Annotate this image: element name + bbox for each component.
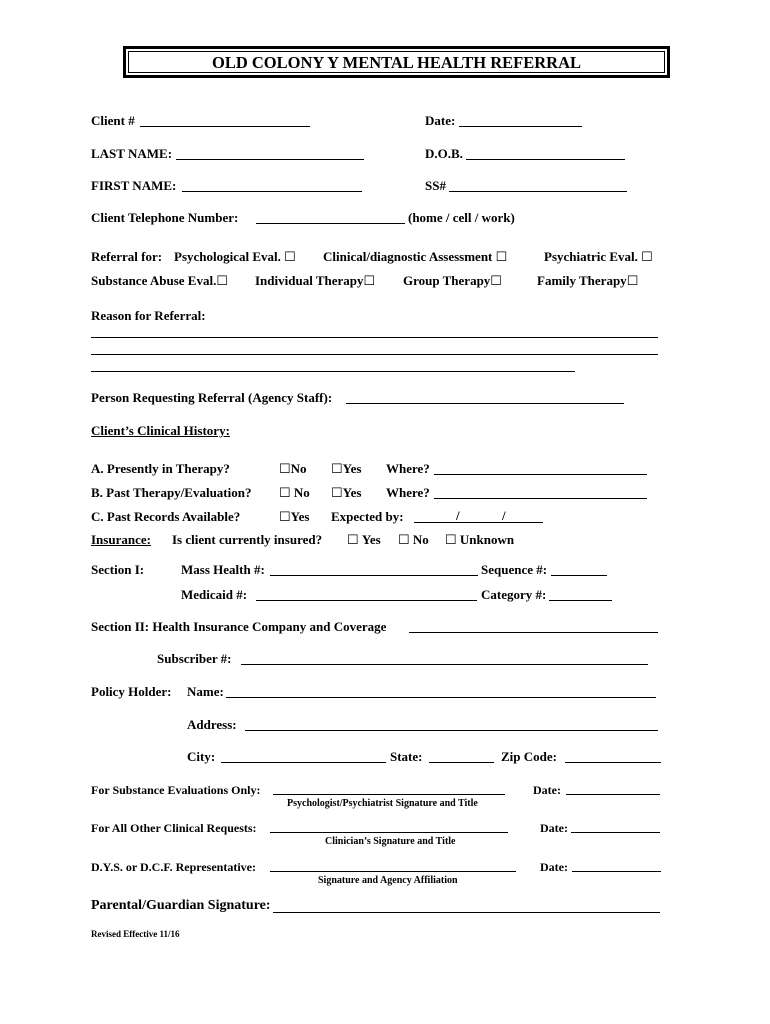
ssn-field[interactable] <box>449 191 627 192</box>
date-label: Date: <box>425 113 456 128</box>
date-field[interactable] <box>459 126 582 127</box>
history-b-no[interactable] <box>279 485 310 501</box>
zip-label: Zip Code: <box>501 749 557 764</box>
telephone-label: Client Telephone Number: <box>91 210 239 225</box>
history-a-no[interactable] <box>279 461 307 477</box>
policy-holder-label: Policy Holder: <box>91 684 172 699</box>
referral-option-label: Substance Abuse Eval. <box>91 273 217 288</box>
ssn-label: SS# <box>425 178 446 193</box>
checkbox-icon[interactable]: ☐ <box>331 485 343 500</box>
mass-health-label: Mass Health #: <box>181 562 265 577</box>
medicaid-field[interactable] <box>256 600 477 601</box>
dys-signature-caption: Signature and Agency Affiliation <box>318 875 458 886</box>
option-label: No <box>290 461 307 476</box>
parental-signature-field[interactable] <box>273 912 660 913</box>
checkbox-icon[interactable]: ☐ <box>626 273 639 288</box>
subscriber-field[interactable] <box>241 664 648 665</box>
date-slash: / <box>502 508 506 523</box>
expected-by-field[interactable] <box>414 522 543 523</box>
referral-option-label: Psychiatric Eval. <box>544 249 638 264</box>
dys-date-field[interactable] <box>572 871 661 872</box>
substance-signature-field[interactable] <box>273 794 505 795</box>
checkbox-icon[interactable]: ☐ <box>331 461 343 476</box>
history-b-yes[interactable] <box>331 485 361 501</box>
referral-option-label: Clinical/diagnostic Assessment <box>323 249 493 264</box>
history-b-where-field[interactable] <box>434 498 647 499</box>
checkbox-icon[interactable]: ☐ <box>284 249 296 264</box>
history-c-yes[interactable] <box>279 509 309 525</box>
state-label: State: <box>390 749 423 764</box>
zip-field[interactable] <box>565 762 661 763</box>
history-a-where-label: Where? <box>386 461 430 476</box>
option-label: No <box>293 485 310 500</box>
first-name-label: FIRST NAME: <box>91 178 177 193</box>
history-a-where-field[interactable] <box>434 474 647 475</box>
checkbox-icon[interactable]: ☐ <box>347 532 359 547</box>
substance-date-field[interactable] <box>566 794 660 795</box>
history-a-label: A. Presently in Therapy? <box>91 461 230 476</box>
checkbox-icon[interactable]: ☐ <box>398 532 410 547</box>
reason-line[interactable] <box>91 337 658 338</box>
medicaid-label: Medicaid #: <box>181 587 248 602</box>
page-title: OLD COLONY Y MENTAL HEALTH REFERRAL <box>128 51 665 73</box>
subscriber-label: Subscriber #: <box>157 651 232 666</box>
insurance-unknown[interactable] <box>445 532 514 548</box>
checkbox-icon[interactable]: ☐ <box>445 532 457 547</box>
city-field[interactable] <box>221 762 386 763</box>
option-label: Yes <box>361 532 381 547</box>
section-2-label: Section II: Health Insurance Company and Coverage <box>91 619 387 634</box>
checkbox-icon[interactable]: ☐ <box>279 509 291 524</box>
history-b-where-label: Where? <box>386 485 430 500</box>
referral-option-label: Psychological Eval. <box>174 249 281 264</box>
option-label: Unknown <box>459 532 515 547</box>
state-field[interactable] <box>429 762 494 763</box>
referral-option-individual[interactable] <box>255 273 375 289</box>
last-name-field[interactable] <box>176 159 364 160</box>
checkbox-icon[interactable]: ☐ <box>279 461 291 476</box>
clinical-requests-label: For All Other Clinical Requests: <box>91 821 257 835</box>
client-number-field[interactable] <box>140 126 310 127</box>
category-label: Category #: <box>481 587 547 602</box>
clinical-signature-caption: Clinician’s Signature and Title <box>325 836 456 847</box>
person-requesting-field[interactable] <box>346 403 624 404</box>
checkbox-icon[interactable]: ☐ <box>216 273 228 288</box>
reason-line[interactable] <box>91 354 658 355</box>
insurance-question: Is client currently insured? <box>172 532 323 547</box>
referral-option-psychiatric[interactable] <box>544 249 653 265</box>
clinical-history-heading: Client’s Clinical History: <box>91 423 230 438</box>
reason-label: Reason for Referral: <box>91 308 206 323</box>
substance-signature-caption: Psychologist/Psychiatrist Signature and Title <box>287 798 478 809</box>
option-label: Yes <box>290 509 310 524</box>
referral-option-clinical[interactable] <box>323 249 507 265</box>
option-label: No <box>412 532 429 547</box>
referral-option-psychological[interactable] <box>174 249 296 265</box>
client-number-label: Client # <box>91 113 135 128</box>
dys-date-label: Date: <box>540 860 568 874</box>
checkbox-icon[interactable]: ☐ <box>490 273 502 288</box>
date-slash: / <box>456 508 460 523</box>
clinical-date-label: Date: <box>540 821 568 835</box>
checkbox-icon[interactable]: ☐ <box>641 249 653 264</box>
referral-for-label: Referral for: <box>91 249 163 264</box>
expected-by-label: Expected by: <box>331 509 404 524</box>
mass-health-field[interactable] <box>270 575 478 576</box>
dys-signature-field[interactable] <box>270 871 516 872</box>
first-name-field[interactable] <box>182 191 362 192</box>
referral-option-substance[interactable] <box>91 273 228 289</box>
referral-option-label: Family Therapy <box>537 273 627 288</box>
sequence-label: Sequence #: <box>481 562 548 577</box>
insurance-company-field[interactable] <box>409 632 658 633</box>
person-requesting-label: Person Requesting Referral (Agency Staff): <box>91 390 333 405</box>
category-field[interactable] <box>549 600 612 601</box>
history-a-yes[interactable] <box>331 461 361 477</box>
dob-field[interactable] <box>466 159 625 160</box>
referral-option-label: Individual Therapy <box>255 273 364 288</box>
clinical-date-field[interactable] <box>571 832 660 833</box>
reason-line[interactable] <box>91 371 575 372</box>
title-box <box>123 46 670 78</box>
history-c-label: C. Past Records Available? <box>91 509 241 524</box>
city-label: City: <box>187 749 216 764</box>
address-label: Address: <box>187 717 237 732</box>
insurance-label: Insurance: <box>91 532 151 547</box>
revision-note: Revised Effective 11/16 <box>91 929 180 939</box>
substance-eval-label: For Substance Evaluations Only: <box>91 783 261 797</box>
phone-type-label: (home / cell / work) <box>408 210 515 225</box>
checkbox-icon[interactable]: ☐ <box>279 485 291 500</box>
referral-option-family[interactable] <box>537 273 638 289</box>
insurance-yes[interactable] <box>347 532 381 548</box>
telephone-field[interactable] <box>256 223 405 224</box>
clinical-signature-field[interactable] <box>270 832 508 833</box>
checkbox-icon[interactable]: ☐ <box>495 249 508 264</box>
option-label: Yes <box>342 461 362 476</box>
parental-signature-label: Parental/Guardian Signature: <box>91 898 271 913</box>
referral-option-label: Group Therapy <box>403 273 491 288</box>
last-name-label: LAST NAME: <box>91 146 173 161</box>
dob-label: D.O.B. <box>425 146 463 161</box>
referral-option-group[interactable] <box>403 273 502 289</box>
dys-dcf-label: D.Y.S. or D.C.F. Representative: <box>91 860 256 874</box>
address-field[interactable] <box>245 730 658 731</box>
policy-name-field[interactable] <box>226 697 656 698</box>
history-b-label: B. Past Therapy/Evaluation? <box>91 485 252 500</box>
policy-name-label: Name: <box>187 684 224 699</box>
sequence-field[interactable] <box>551 575 607 576</box>
substance-date-label: Date: <box>533 783 561 797</box>
option-label: Yes <box>342 485 362 500</box>
checkbox-icon[interactable]: ☐ <box>363 273 376 288</box>
insurance-no[interactable] <box>398 532 429 548</box>
section-1-label: Section I: <box>91 562 145 577</box>
